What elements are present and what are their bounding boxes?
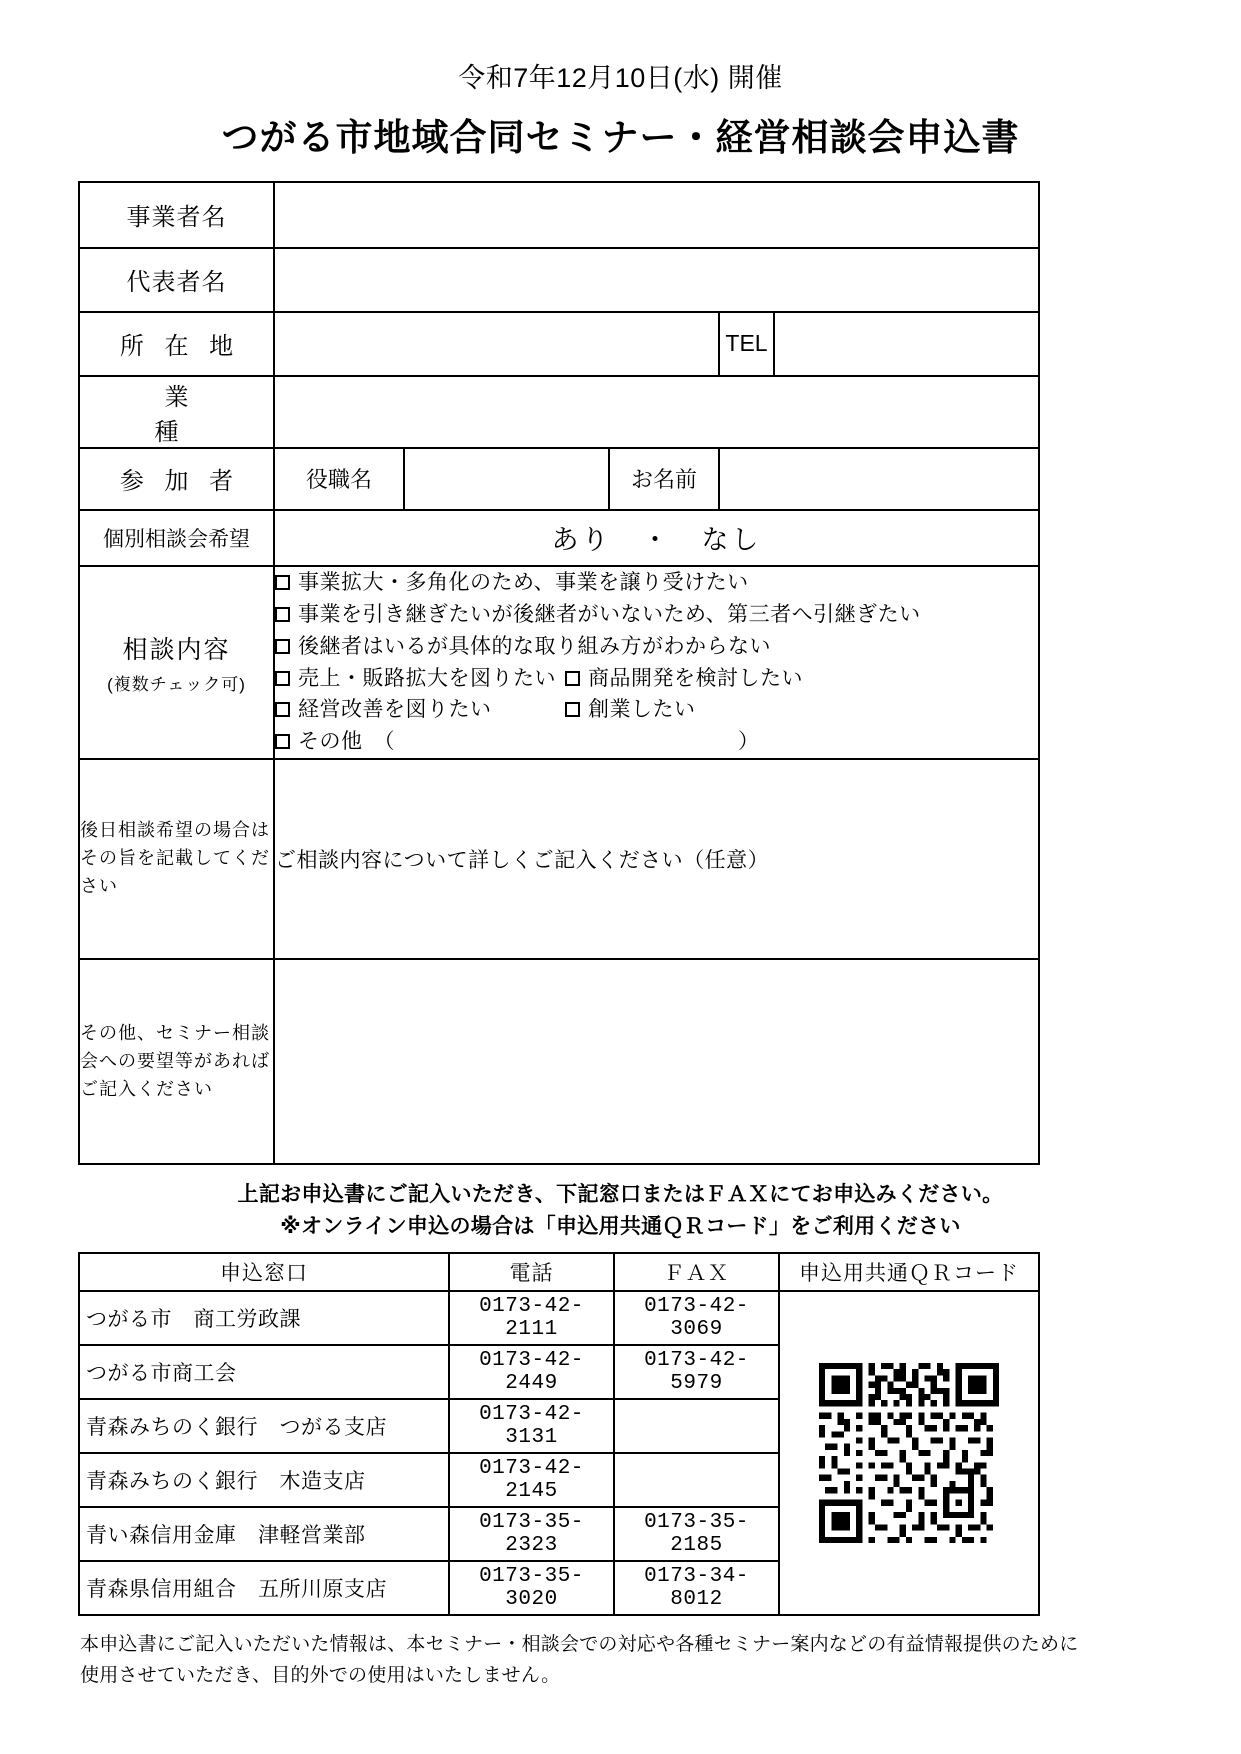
- list-item[interactable]: [275, 726, 1038, 758]
- contact-name: 青い森信用金庫 津軽営業部: [79, 1507, 449, 1561]
- table-row-other-request: [79, 959, 1039, 1164]
- qr-code-icon: [819, 1363, 999, 1543]
- contact-tel: 0173-42-2449: [449, 1345, 614, 1399]
- table-row-representative: [79, 248, 1039, 312]
- event-date: 令和7年12月10日(水) 開催: [458, 63, 783, 93]
- consult-content-title: 相談内容: [122, 636, 231, 664]
- contacts-table: [78, 1252, 1040, 1616]
- column-header-fax: ＦＡＸ: [614, 1253, 779, 1291]
- input-business-name[interactable]: [274, 182, 1039, 248]
- list-item[interactable]: [275, 567, 1038, 599]
- checkbox-label: 売上・販路拡大を図りたい: [298, 666, 556, 690]
- contact-tel: 0173-42-2111: [449, 1291, 614, 1345]
- checkbox-icon[interactable]: [275, 639, 290, 654]
- checkbox-icon[interactable]: [275, 734, 290, 749]
- label-consult-content: [79, 566, 274, 759]
- submission-instructions: [78, 1179, 1163, 1242]
- instruction-line-2: ※オンライン申込の場合は「申込用共通ＱＲコード」をご利用ください: [280, 1214, 961, 1238]
- checkbox-icon[interactable]: [565, 671, 580, 686]
- input-position[interactable]: [404, 448, 609, 510]
- contact-fax: 0173-42-5979: [614, 1345, 779, 1399]
- contact-tel: 0173-42-2145: [449, 1453, 614, 1507]
- contact-name: つがる市 商工労政課: [79, 1291, 449, 1345]
- table-row: [79, 1291, 1039, 1345]
- privacy-note-line-1: 本申込書にご記入いただいた情報は、本セミナー・相談会での対応や各種セミナー案内などの有益情報提供のために: [80, 1634, 1079, 1656]
- column-header-qr: 申込用共通ＱＲコード: [779, 1253, 1039, 1291]
- list-item[interactable]: [275, 599, 1038, 631]
- list-item[interactable]: [275, 631, 1038, 663]
- checkbox-label: 商品開発を検討したい: [588, 666, 803, 690]
- label-address: 所 在 地: [79, 312, 274, 376]
- checkbox-icon[interactable]: [275, 575, 290, 590]
- label-participant: 参 加 者: [79, 448, 274, 510]
- checkbox-label: 創業したい: [588, 698, 696, 722]
- table-row-later-consult: [79, 759, 1039, 959]
- input-tel[interactable]: [774, 312, 1039, 376]
- checkbox-icon[interactable]: [275, 671, 290, 686]
- contact-name: 青森みちのく銀行 木造支店: [79, 1453, 449, 1507]
- input-other-request[interactable]: [274, 959, 1039, 1164]
- label-business-name: 事業者名: [79, 182, 274, 248]
- label-participant-name: お名前: [609, 448, 719, 510]
- contact-name: つがる市商工会: [79, 1345, 449, 1399]
- contact-tel: 0173-35-3020: [449, 1561, 614, 1615]
- label-other-request: その他、セミナー相談会への要望等があればご記入ください: [79, 959, 274, 1164]
- input-participant-name[interactable]: [719, 448, 1039, 510]
- input-address[interactable]: [274, 312, 719, 376]
- privacy-note: [78, 1630, 1163, 1691]
- table-row-participant: [79, 448, 1039, 510]
- page-title: つがる市地域合同セミナー・経営相談会申込書: [221, 117, 1020, 159]
- consult-content-subtitle: (複数チェック可): [107, 675, 246, 694]
- input-industry[interactable]: [274, 376, 1039, 448]
- column-header-window: 申込窓口: [79, 1253, 449, 1291]
- contact-fax: [614, 1399, 779, 1453]
- table-row-industry: [79, 376, 1039, 448]
- contact-tel: 0173-35-2323: [449, 1507, 614, 1561]
- column-header-tel: 電話: [449, 1253, 614, 1291]
- label-position: 役職名: [274, 448, 404, 510]
- table-row-individual-consult: [79, 510, 1039, 566]
- input-representative-name[interactable]: [274, 248, 1039, 312]
- contact-name: 青森みちのく銀行 つがる支店: [79, 1399, 449, 1453]
- contacts-header-row: [79, 1253, 1039, 1291]
- checkbox-list: [274, 566, 1039, 759]
- contact-fax: [614, 1453, 779, 1507]
- checkbox-label-other: その他 （: [298, 730, 395, 754]
- checkbox-label-other-close: ）: [738, 730, 760, 754]
- checkbox-label: 事業を引き継ぎたいが後継者がいないため、第三者へ引継ぎたい: [298, 602, 921, 626]
- contact-name: 青森県信用組合 五所川原支店: [79, 1561, 449, 1615]
- contact-fax: 0173-42-3069: [614, 1291, 779, 1345]
- checkbox-icon[interactable]: [275, 702, 290, 717]
- qr-code-cell: [779, 1291, 1039, 1615]
- contact-fax: 0173-34-8012: [614, 1561, 779, 1615]
- checkbox-label: 後継者はいるが具体的な取り組み方がわからない: [298, 634, 771, 658]
- table-row-address: [79, 312, 1039, 376]
- privacy-note-line-2: 使用させていただき、目的外での使用はいたしません。: [80, 1664, 561, 1686]
- contact-fax: 0173-35-2185: [614, 1507, 779, 1561]
- checkbox-icon[interactable]: [275, 607, 290, 622]
- table-row-consult-content: [79, 566, 1039, 759]
- value-individual-consult[interactable]: あり ・ なし: [274, 510, 1039, 566]
- instruction-line-1: 上記お申込書にご記入いただき、下記窓口またはＦＡＸにてお申込みください。: [237, 1183, 1004, 1207]
- checkbox-label: 経営改善を図りたい: [298, 698, 492, 722]
- contact-tel: 0173-42-3131: [449, 1399, 614, 1453]
- label-tel: TEL: [719, 312, 774, 376]
- label-representative-name: 代表者名: [79, 248, 274, 312]
- later-consult-placeholder: ご相談内容について詳しくご記入ください（任意）: [275, 849, 770, 873]
- label-later-consult: 後日相談希望の場合はその旨を記載してください: [79, 759, 274, 959]
- checkbox-label: 事業拡大・多角化のため、事業を譲り受けたい: [298, 570, 749, 594]
- table-row-business-name: [79, 182, 1039, 248]
- label-individual-consult: 個別相談会希望: [79, 510, 274, 566]
- input-later-consult-detail[interactable]: [274, 759, 1039, 959]
- application-form-table: [78, 181, 1040, 1165]
- list-item[interactable]: [275, 694, 1038, 726]
- checkbox-icon[interactable]: [565, 702, 580, 717]
- label-industry: 業 種: [79, 376, 274, 448]
- list-item[interactable]: [275, 663, 1038, 695]
